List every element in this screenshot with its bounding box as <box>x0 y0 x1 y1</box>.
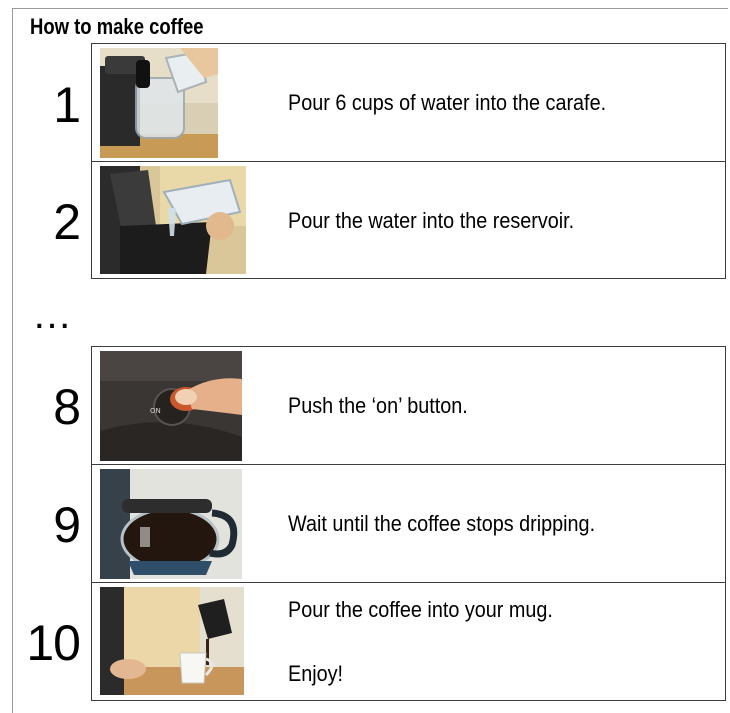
skipped-steps-ellipsis: … <box>32 293 74 337</box>
step-photo-pour-mug <box>100 587 244 695</box>
step-photo-pour-reservoir <box>100 166 246 274</box>
step-text-8: Push the ‘on’ button. <box>288 393 468 418</box>
frame-top-border <box>12 8 728 9</box>
step-text-2: Pour the water into the reservoir. <box>288 208 575 233</box>
steps-table-top <box>91 43 726 279</box>
step-number-10: 10 <box>26 615 80 671</box>
step-number-8: 8 <box>53 379 80 435</box>
step-row-8 <box>92 347 725 465</box>
step-number-2: 2 <box>53 194 80 250</box>
on-button-label: ON <box>150 407 161 415</box>
step-photo-coffee-dripping <box>100 469 242 579</box>
step-row-10 <box>92 583 725 700</box>
step-text-10-enjoy: Enjoy! <box>288 661 344 686</box>
step-text-10: Pour the coffee into your mug. <box>288 597 553 622</box>
step-text-1: Pour 6 cups of water into the carafe. <box>288 90 607 115</box>
page-title: How to make coffee <box>30 14 204 39</box>
steps-table-bottom <box>91 346 726 701</box>
step-photo-on-button <box>100 351 242 461</box>
step-row-1 <box>92 44 725 162</box>
step-text-9: Wait until the coffee stops dripping. <box>288 511 596 536</box>
step-photo-pour-carafe <box>100 48 218 158</box>
step-row-9 <box>92 465 725 583</box>
step-number-9: 9 <box>53 497 80 553</box>
step-number-1: 1 <box>53 77 80 133</box>
step-row-2 <box>92 162 725 278</box>
